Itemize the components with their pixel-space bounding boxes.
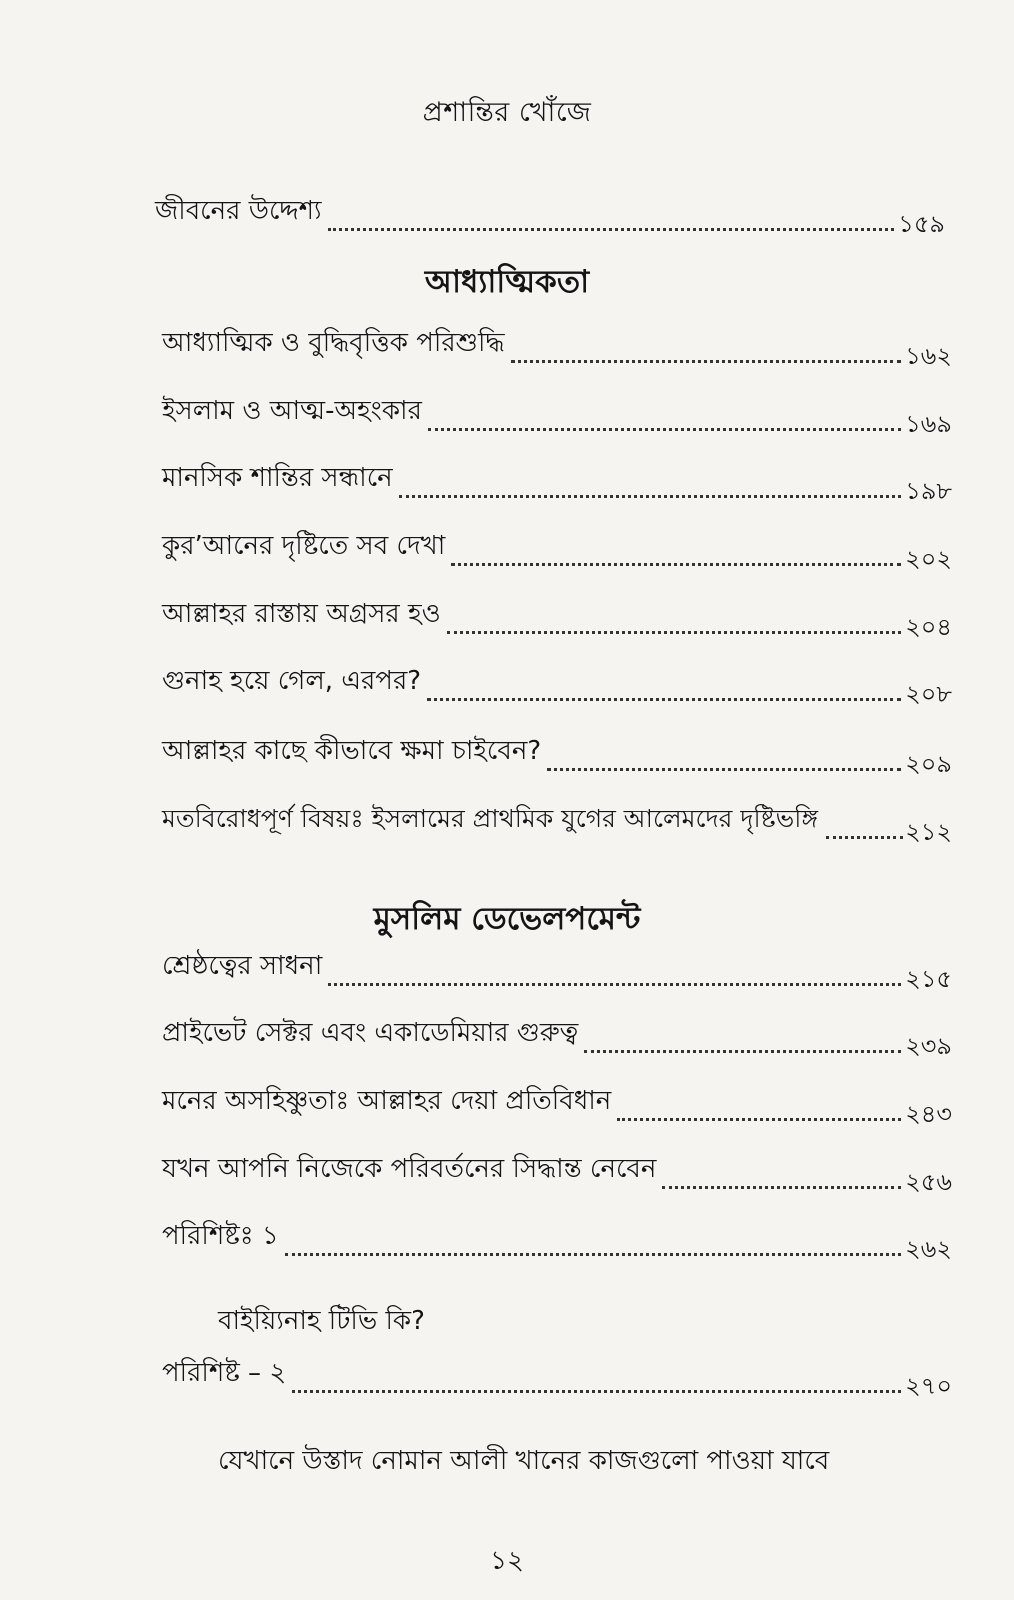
toc-entry[interactable] (162, 1358, 952, 1402)
toc-entry-title: পরিশিষ্টঃ ১ (162, 1221, 279, 1251)
dot-leader (584, 1050, 901, 1053)
toc-entry-page: ২৩৯ (905, 1032, 952, 1060)
dot-leader (292, 1390, 901, 1393)
toc-entry-title: ইসলাম ও আত্ম-অহংকার (162, 396, 422, 426)
page-number: ১২ (490, 1546, 524, 1576)
toc-entry-page: ১৬৯ (905, 410, 952, 438)
toc-entry[interactable] (162, 1221, 952, 1265)
dot-leader (328, 983, 901, 986)
dot-leader (451, 563, 901, 566)
toc-entry[interactable] (162, 951, 952, 995)
toc-entry-title: আধ্যাত্মিক ও বুদ্ধিবৃত্তিক পরিশুদ্ধি (162, 328, 505, 358)
toc-entry-title: প্রাইভেট সেক্টর এবং একাডেমিয়ার গুরুত্ব (162, 1018, 579, 1048)
toc-entry[interactable] (162, 328, 952, 372)
toc-entry-page: ২০৮ (905, 680, 952, 708)
toc-entry[interactable] (162, 531, 952, 575)
dot-leader (547, 768, 901, 771)
section-heading: মুসলিম ডেভেলপমেন্ট (373, 901, 641, 937)
toc-entry-title: যখন আপনি নিজেকে পরিবর্তনের সিদ্ধান্ত নেবেন (162, 1154, 657, 1184)
toc-entry-title: গুনাহ হয়ে গেল, এরপর? (162, 666, 422, 696)
toc-entry[interactable] (162, 396, 952, 440)
toc-entry-title: কুর’আনের দৃষ্টিতে সব দেখা (162, 531, 446, 561)
toc-entry-page: ২৬২ (905, 1235, 952, 1263)
dot-leader (328, 228, 895, 231)
toc-entry-page: ১৬২ (905, 342, 952, 370)
toc-entry-title: মতবিরোধপূর্ণ বিষয়ঃ ইসলামের প্রাথমিক যুগের আলেমদের দৃষ্টিভঙ্গি (162, 804, 819, 833)
toc-entry-title: আল্লাহর রাস্তায় অগ্রসর হও (162, 599, 441, 629)
toc-entry-page: ১৫৯ (898, 210, 945, 238)
appendix-note: যেখানে উস্তাদ নোমান আলী খানের কাজগুলো পাওয়া যাবে (218, 1446, 830, 1476)
toc-entry-page: ১৯৮ (905, 477, 952, 505)
toc-entry-page: ২৭০ (905, 1372, 952, 1400)
toc-entry-title: মনের অসহিষ্ণুতাঃ আল্লাহর দেয়া প্রতিবিধান (162, 1086, 612, 1116)
running-head: প্রশান্তির খোঁজে (422, 97, 592, 128)
toc-entry-page: ২৫৬ (905, 1168, 952, 1196)
toc-entry-page: ২০২ (905, 545, 952, 573)
toc-entry[interactable] (162, 1086, 952, 1130)
toc-entry-page: ২১৫ (905, 965, 952, 993)
toc-entry-title: জীবনের উদ্দেশ্য (155, 196, 322, 226)
appendix-note: বাইয়্যিনাহ টিভি কি? (218, 1306, 425, 1336)
dot-leader (662, 1186, 901, 1189)
dot-leader (447, 631, 901, 634)
toc-entry-page: ২০৪ (905, 613, 952, 641)
toc-entry-title: আল্লাহর কাছে কীভাবে ক্ষমা চাইবেন? (162, 736, 542, 766)
dot-leader (399, 495, 902, 498)
toc-entry[interactable] (162, 599, 952, 643)
dot-leader (826, 836, 903, 839)
toc-entry[interactable] (155, 196, 945, 240)
toc-entry-page: ২১২ (905, 818, 952, 846)
toc-entry-page: ২৪৩ (905, 1100, 952, 1128)
toc-entry[interactable] (162, 463, 952, 507)
dot-leader (285, 1253, 901, 1256)
dot-leader (617, 1118, 901, 1121)
section-heading: আধ্যাত্মিকতা (424, 264, 590, 300)
toc-entry-title: শ্রেষ্ঠত্বের সাধনা (162, 951, 323, 981)
toc-entry[interactable] (162, 666, 952, 710)
toc-entry[interactable] (162, 1018, 952, 1062)
toc-entry[interactable] (162, 1154, 952, 1198)
toc-entry[interactable] (162, 804, 952, 848)
dot-leader (511, 360, 902, 363)
toc-entry-page: ২০৯ (905, 750, 952, 778)
dot-leader (427, 698, 901, 701)
toc-entry-title: পরিশিষ্ট – ২ (162, 1358, 287, 1388)
toc-entry-title: মানসিক শান্তির সন্ধানে (162, 463, 393, 493)
dot-leader (428, 428, 901, 431)
toc-entry[interactable] (162, 736, 952, 780)
